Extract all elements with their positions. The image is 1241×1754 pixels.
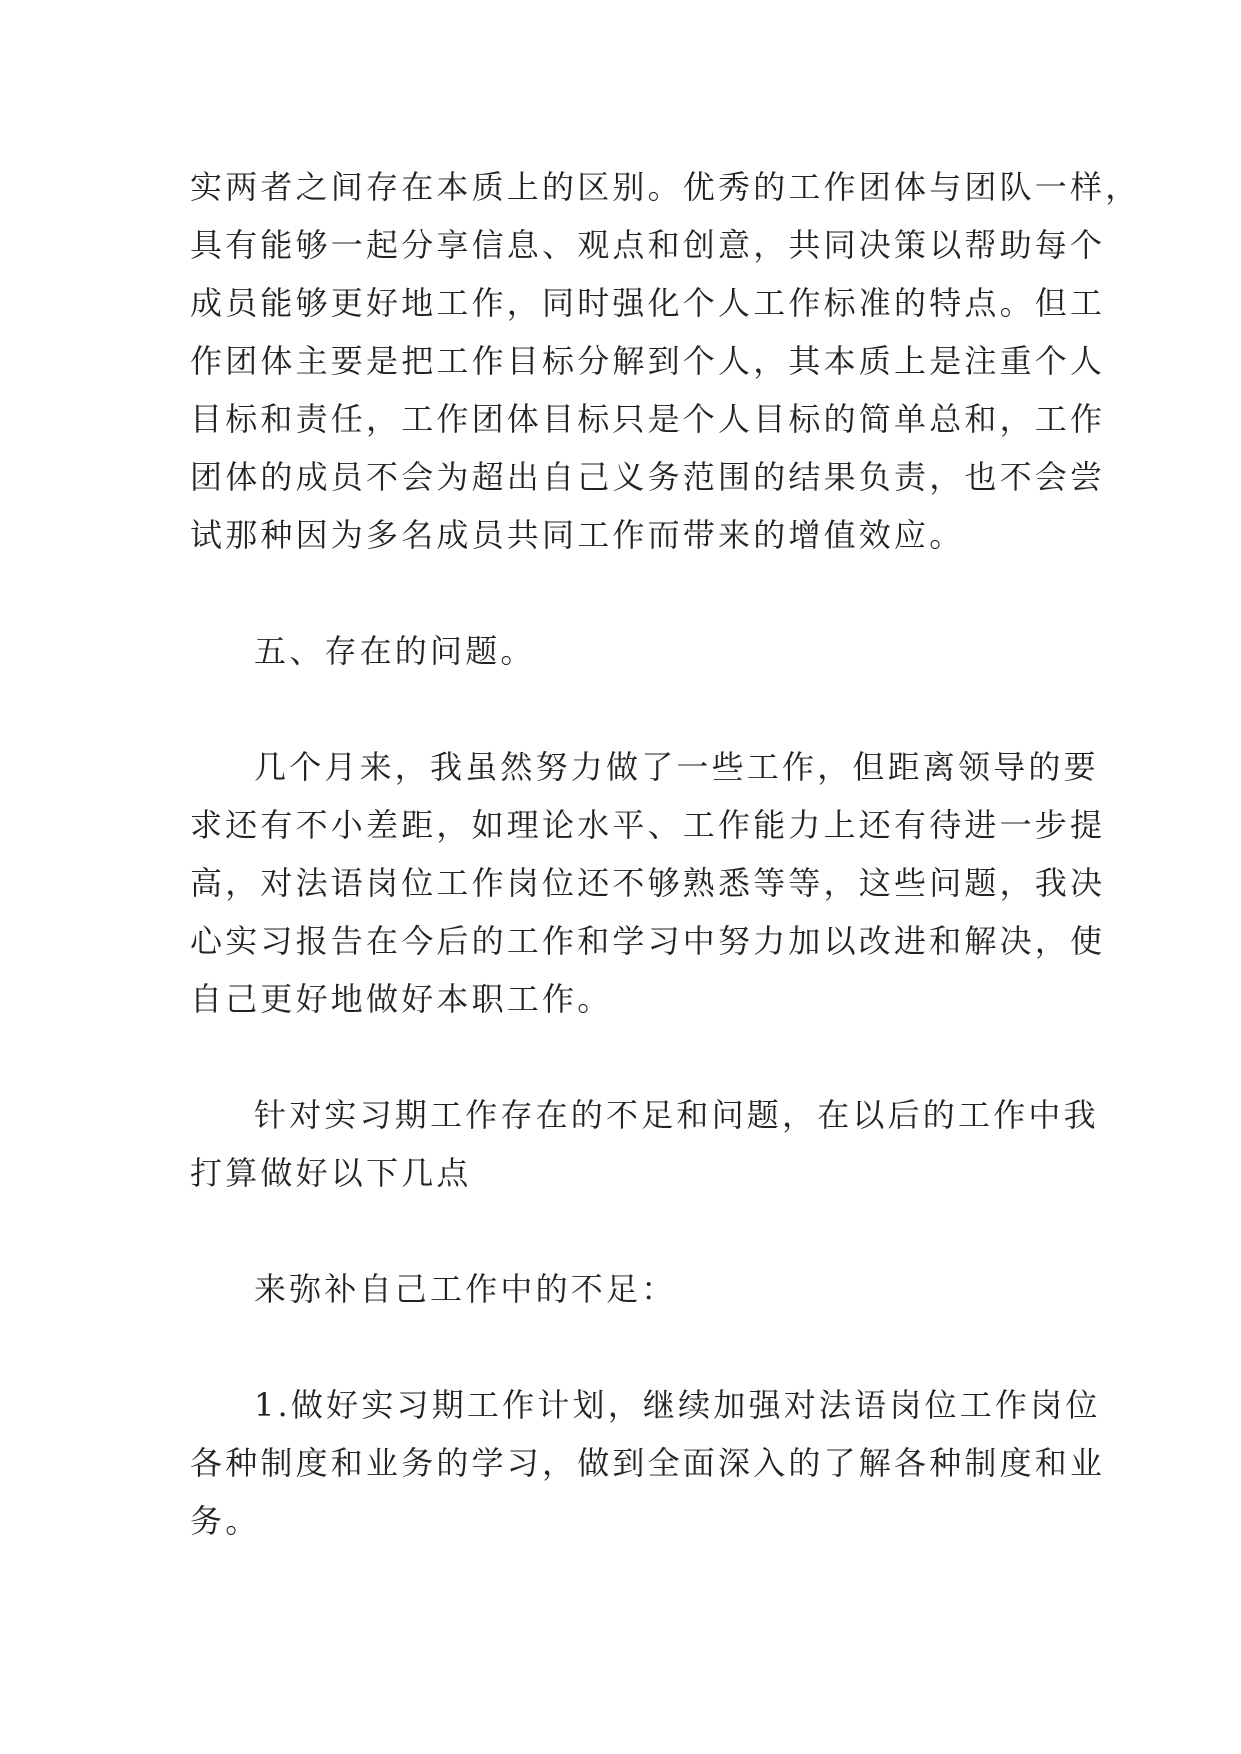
- text-line: 几个月来，我虽然努力做了一些工作，但距离领导的要: [254, 748, 1099, 786]
- text-line: 自己更好地做好本职工作。: [190, 980, 613, 1018]
- text-line: 成员能够更好地工作，同时强化个人工作标准的特点。但工: [190, 284, 1106, 322]
- text-line: 各种制度和业务的学习，做到全面深入的了解各种制度和业: [190, 1444, 1106, 1482]
- paragraph-plan-intro: [190, 1086, 1099, 1202]
- section-heading: 五、存在的问题。: [254, 632, 536, 670]
- paragraph-team-distinction: [190, 158, 1141, 564]
- document-body: [190, 158, 1141, 1550]
- section-heading-problems: [190, 622, 1070, 680]
- text-line: 求还有不小差距，如理论水平、工作能力上还有待进一步提: [190, 806, 1106, 844]
- text-line: 打算做好以下几点: [190, 1154, 472, 1192]
- text-line: 1.做好实习期工作计划，继续加强对法语岗位工作岗位: [254, 1386, 1101, 1424]
- text-line: 作团体主要是把工作目标分解到个人，其本质上是注重个人: [190, 342, 1106, 380]
- text-line: 具有能够一起分享信息、观点和创意，共同决策以帮助每个: [190, 226, 1106, 264]
- text-line: 目标和责任，工作团体目标只是个人目标的简单总和，工作: [190, 400, 1106, 438]
- text-line: 高，对法语岗位工作岗位还不够熟悉等等，这些问题，我决: [190, 864, 1106, 902]
- paragraph-plan-item-1: [190, 1376, 1106, 1550]
- paragraph-plan-lead: [190, 1260, 1070, 1318]
- text-line: 团体的成员不会为超出自己义务范围的结果负责，也不会尝: [190, 458, 1106, 496]
- text-line: 来弥补自己工作中的不足：: [254, 1270, 677, 1308]
- paragraph-problems: [190, 738, 1106, 1028]
- text-line: 试那种因为多名成员共同工作而带来的增值效应。: [190, 516, 965, 554]
- text-line: 心实习报告在今后的工作和学习中努力加以改进和解决，使: [190, 922, 1106, 960]
- paragraph-spacer: [190, 1202, 1070, 1260]
- paragraph-spacer: [190, 1028, 1070, 1086]
- paragraph-spacer: [190, 564, 1070, 622]
- paragraph-spacer: [190, 680, 1070, 738]
- paragraph-spacer: [190, 1318, 1070, 1376]
- text-line: 实两者之间存在本质上的区别。优秀的工作团体与团队一样，: [190, 168, 1141, 206]
- text-line: 务。: [190, 1502, 261, 1540]
- text-line: 针对实习期工作存在的不足和问题，在以后的工作中我: [254, 1096, 1099, 1134]
